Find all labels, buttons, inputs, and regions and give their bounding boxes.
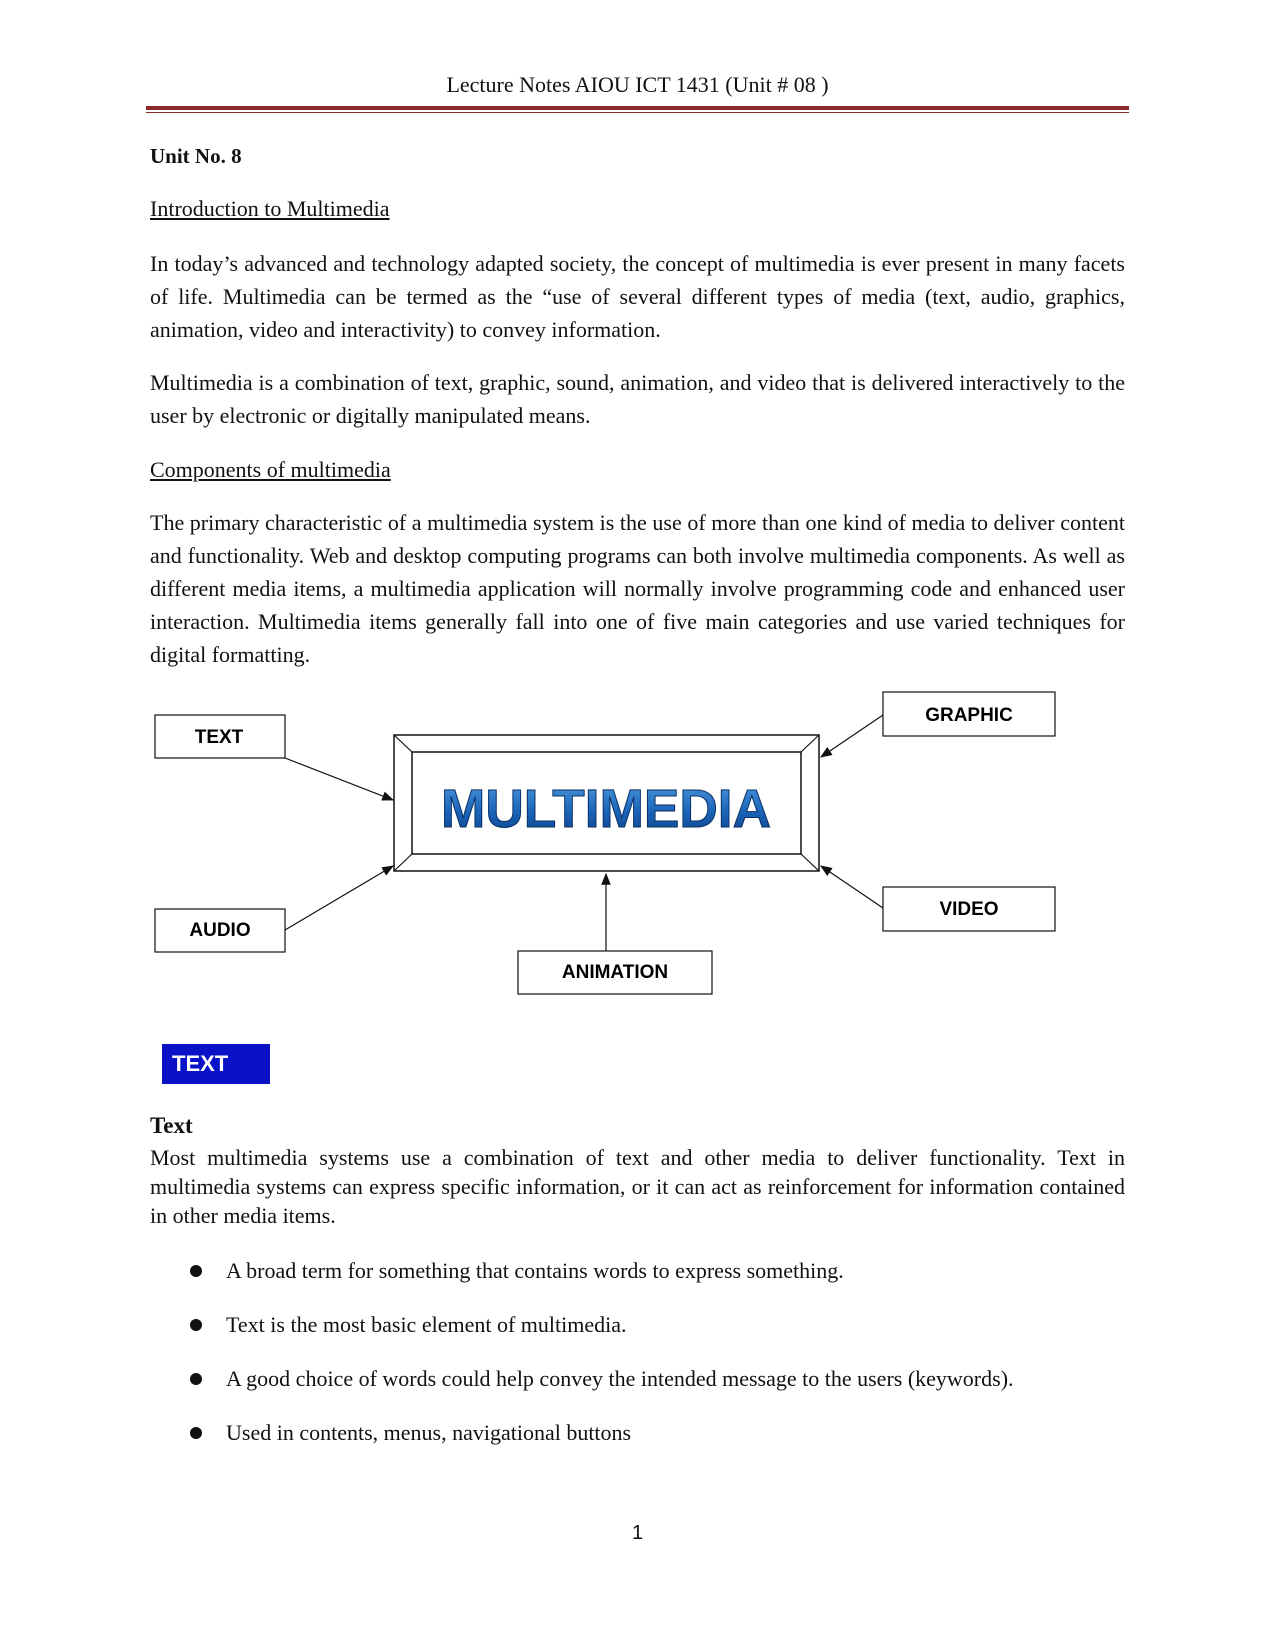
text-section-paragraph: Most multimedia systems use a combination of text and other media to deliver functionality. Text in multimedia systems can express specific information, or it can act as reinforcement for information contained in other media items. — [150, 1145, 1125, 1228]
animation-box-label: ANIMATION — [561, 962, 669, 983]
header-rule-thick — [146, 106, 1129, 110]
list-item-text: A good choice of words could help convey the intended message to the users (keywords). — [226, 1366, 1014, 1391]
list-item-text: Used in contents, menus, navigational buttons — [226, 1420, 632, 1445]
list-item — [150, 1418, 1130, 1472]
text-section-heading: Text — [150, 1113, 193, 1138]
page-header: Lecture Notes AIOU ICT 1431 (Unit # 08 ) — [446, 72, 829, 97]
intro-paragraph-1: In today’s advanced and technology adapted society, the concept of multimedia is ever present in many facets of life. Multimedia can be termed as the “use of several different types of media (text, audio, graphics, animation, video and interactivity) to convey information. — [150, 251, 1125, 342]
components-heading: Components of multimedia — [150, 457, 391, 482]
multimedia-center-label: MULTIMEDIA — [441, 779, 771, 839]
bullet-icon — [190, 1319, 202, 1331]
text-section-badge: TEXT — [162, 1044, 270, 1084]
list-item — [150, 1310, 1130, 1364]
list-item — [150, 1364, 1130, 1418]
list-item — [150, 1256, 1130, 1310]
intro-paragraph-2: Multimedia is a combination of text, graphic, sound, animation, and video that is delivered interactively to the user by electronic or digitally manipulated means. — [150, 370, 1125, 428]
multimedia-diagram — [150, 690, 1100, 1020]
unit-label: Unit No. 8 — [150, 144, 242, 168]
graphic-arrow — [821, 715, 883, 757]
list-item-text: A broad term for something that contains words to express something. — [226, 1258, 844, 1283]
audio-arrow — [285, 866, 393, 930]
components-paragraph: The primary characteristic of a multimedia system is the use of more than one kind of media to deliver content and functionality. Web and desktop computing programs can both involve multimedia components. As well as different media items, a multimedia application will normally involve programming code and enhanced user interaction. Multimedia items generally fall into one of five main categories and use varied techniques for digital formatting. — [150, 510, 1125, 667]
intro-heading: Introduction to Multimedia — [150, 196, 390, 221]
text-arrow — [285, 758, 393, 800]
bullet-icon — [190, 1427, 202, 1439]
video-arrow — [821, 866, 883, 908]
bullet-icon — [190, 1373, 202, 1385]
list-item-text: Text is the most basic element of multimedia. — [226, 1312, 627, 1337]
text-box-label: TEXT — [194, 727, 244, 748]
audio-box-label: AUDIO — [189, 920, 251, 941]
text-bullet-list — [150, 1256, 1130, 1472]
video-box-label: VIDEO — [939, 899, 999, 920]
header-rule-thin — [146, 112, 1129, 113]
graphic-box-label: GRAPHIC — [925, 705, 1013, 726]
bullet-icon — [190, 1265, 202, 1277]
page-number: 1 — [631, 1522, 644, 1544]
